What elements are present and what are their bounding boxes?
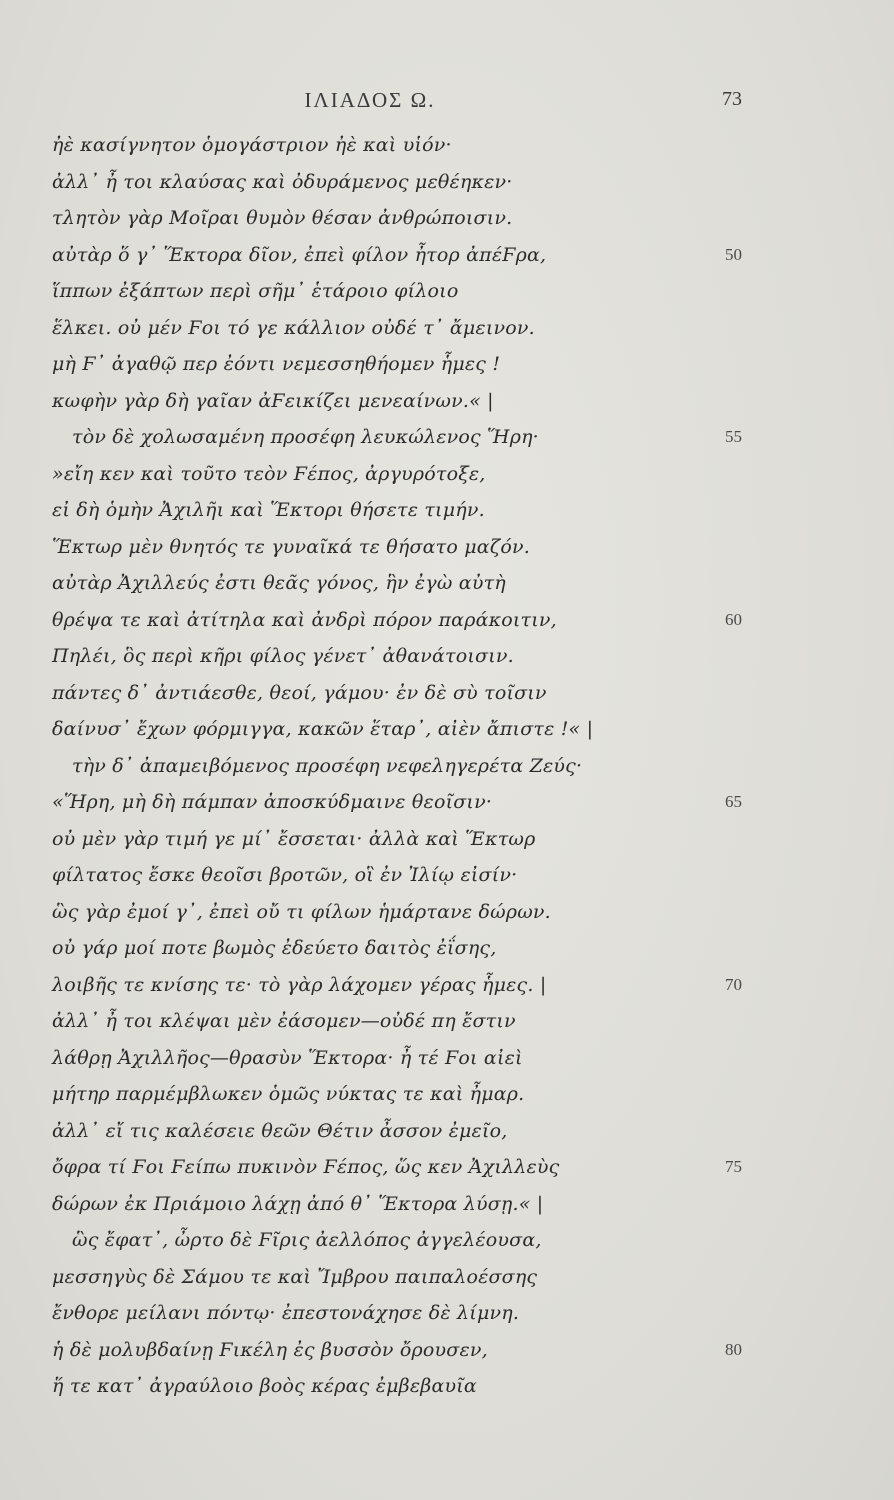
verse-text: λάθρῃ Ἀχιλλῆος—θρασὺν Ἕκτορα· ἦ τέ Ϝοι αἰεὶ bbox=[52, 1046, 523, 1069]
line-number: 65 bbox=[725, 792, 742, 811]
line-number: 55 bbox=[725, 427, 742, 446]
verse-text: μὴ Ϝ᾽ ἀγαθῷ περ ἐόντι νεμεσσηθήομεν ἧμες ! bbox=[52, 353, 501, 375]
verse-line bbox=[0, 711, 894, 748]
verse-line bbox=[0, 565, 894, 602]
verse-line bbox=[0, 200, 894, 237]
verse-line bbox=[0, 748, 894, 785]
verse-line bbox=[0, 1076, 894, 1113]
verse-text: πάντες δ᾽ ἀντιάεσθε, θεοί, γάμου· ἐν δὲ σὺ τοῖσιν bbox=[52, 681, 547, 704]
verse-text: τὴν δ᾽ ἀπαμειβόμενος προσέφη νεφεληγερέτα Ζεύς· bbox=[72, 754, 583, 777]
verse-text: οὐ γάρ μοί ποτε βωμὸς ἐδεύετο δαιτὸς ἐΐσης, bbox=[52, 937, 497, 959]
verse-line bbox=[0, 1259, 894, 1296]
line-number: 60 bbox=[725, 609, 742, 629]
verse-text: εἰ δὴ ὁμὴν Ἀχιλῆι καὶ Ἕκτορι θήσετε τιμήν. bbox=[52, 499, 485, 521]
verse-text: ἀλλ᾽ εἴ τις καλέσειε θεῶν Θέτιν ἆσσον ἐμεῖο, bbox=[52, 1119, 508, 1142]
verse-text: Ἕκτωρ μὲν θνητός τε γυναῖκά τε θήσατο μαζόν. bbox=[52, 535, 530, 558]
line-number: 50 bbox=[725, 244, 742, 264]
verse-text: ἠὲ κασίγνητον ὁμογάστριον ἠὲ καὶ υἱόν· bbox=[52, 134, 452, 156]
verse-line bbox=[0, 1368, 894, 1405]
verse-text: δαίνυσ᾽ ἔχων φόρμιγγα, κακῶν ἕταρ᾽, αἰὲν ἄπιστε !« | bbox=[52, 718, 594, 740]
line-number: 70 bbox=[725, 974, 742, 994]
verse-line bbox=[0, 1040, 894, 1077]
verse-line bbox=[0, 456, 894, 493]
line-number: 75 bbox=[725, 1157, 742, 1176]
verse-line bbox=[0, 1295, 894, 1332]
verse-text: αὐτὰρ ὅ γ᾽ Ἕκτορα δῖον, ἐπεὶ φίλον ἦτορ ἀπέϜρα, bbox=[52, 243, 547, 266]
verse-text: αὐτὰρ Ἀχιλλεύς ἐστι θεᾶς γόνος, ἣν ἐγὼ αὐτὴ bbox=[52, 572, 506, 594]
verse-line bbox=[0, 1149, 894, 1186]
verse-line bbox=[0, 894, 894, 931]
verse-line bbox=[0, 675, 894, 712]
verse-text: φίλτατος ἔσκε θεοῖσι βροτῶν, οἳ ἐν Ἰλίῳ εἰσίν· bbox=[52, 864, 518, 886]
verse-line bbox=[0, 237, 894, 274]
verse-text: κωφὴν γὰρ δὴ γαῖαν ἀϜεικίζει μενεαίνων.« | bbox=[52, 389, 494, 412]
verse-line bbox=[0, 1113, 894, 1150]
verse-text: τὸν δὲ χολωσαμένη προσέφη λευκώλενος Ἥρη· bbox=[72, 426, 539, 448]
verse-line bbox=[0, 419, 894, 456]
verse-text: θρέψα τε καὶ ἀτίτηλα καὶ ἀνδρὶ πόρον παράκοιτιν, bbox=[52, 608, 557, 631]
verse-text: ἕλκει. οὐ μέν Ϝοι τό γε κάλλιον οὐδέ τ᾽ ἄμεινον. bbox=[52, 316, 535, 339]
verse-line bbox=[0, 273, 894, 310]
verse-line bbox=[0, 1186, 894, 1223]
verse-line bbox=[0, 638, 894, 675]
verse-text: δώρων ἐκ Πριάμοιο λάχῃ ἀπό θ᾽ Ἕκτορα λύσῃ.« | bbox=[52, 1192, 544, 1215]
running-title: ΙΛΙΑΔΟΣ Ω. bbox=[304, 88, 436, 112]
verse-text: ὣς ἔφατ᾽, ὦρτο δὲ Ϝῖρις ἀελλόπος ἀγγελέουσα, bbox=[72, 1229, 542, 1251]
verse-line bbox=[0, 602, 894, 639]
verse-text: τλητὸν γὰρ Μοῖραι θυμὸν θέσαν ἀνθρώποισιν. bbox=[52, 207, 513, 229]
verse-line bbox=[0, 492, 894, 529]
verse-text: λοιβῆς τε κνίσης τε· τὸ γὰρ λάχομεν γέρας ἧμες. | bbox=[52, 973, 547, 996]
verse-text: ἵππων ἐξάπτων περὶ σῆμ᾽ ἑτάροιο φίλοιο bbox=[52, 280, 459, 302]
verse-line bbox=[0, 1003, 894, 1040]
verse-text: μεσσηγὺς δὲ Σάμου τε καὶ Ἴμβρου παιπαλοέσσης bbox=[52, 1265, 538, 1288]
verse-text: ὄφρα τί Ϝοι Ϝείπω πυκινὸν Ϝέπος, ὥς κεν Ἀχιλλεὺς bbox=[52, 1156, 560, 1178]
verse-line bbox=[0, 383, 894, 420]
verse-line bbox=[0, 967, 894, 1004]
verse-line bbox=[0, 1332, 894, 1369]
verse-text: μήτηρ παρμέμβλωκεν ὁμῶς νύκτας τε καὶ ἦμαρ. bbox=[52, 1083, 525, 1105]
verse-line bbox=[0, 127, 894, 164]
verse-text: ἥ τε κατ᾽ ἀγραύλοιο βοὸς κέρας ἐμβεβαυῖα bbox=[52, 1375, 477, 1397]
verse-line bbox=[0, 930, 894, 967]
verse-text: οὐ μὲν γὰρ τιμή γε μί᾽ ἔσσεται· ἀλλὰ καὶ Ἕκτωρ bbox=[52, 827, 536, 850]
verse-text: ὣς γὰρ ἐμοί γ᾽, ἐπεὶ οὔ τι φίλων ἡμάρτανε δώρων. bbox=[52, 900, 551, 923]
verse-line bbox=[0, 529, 894, 566]
verse-text: Πηλέι, ὃς περὶ κῆρι φίλος γένετ᾽ ἀθανάτοισιν. bbox=[52, 645, 514, 667]
verse-text: »εἴη κεν καὶ τοῦτο τεὸν Ϝέπος, ἀργυρότοξε, bbox=[52, 462, 486, 485]
page-number: 73 bbox=[722, 88, 742, 110]
verse-line bbox=[0, 784, 894, 821]
verse-text: ἀλλ᾽ ἦ τοι κλαύσας καὶ ὀδυράμενος μεθέηκεν· bbox=[52, 170, 513, 193]
verse-line bbox=[0, 857, 894, 894]
verse-line bbox=[0, 1222, 894, 1259]
verse-text: ἀλλ᾽ ἦ τοι κλέψαι μὲν ἐάσομεν—οὐδέ πη ἔστιν bbox=[52, 1010, 516, 1032]
line-number: 80 bbox=[725, 1339, 742, 1359]
verse-block bbox=[0, 127, 894, 1405]
verse-line bbox=[0, 346, 894, 383]
verse-line bbox=[0, 310, 894, 347]
verse-text: ἔνθορε μείλανι πόντῳ· ἐπεστονάχησε δὲ λίμνη. bbox=[52, 1302, 520, 1324]
verse-text: ἡ δὲ μολυβδαίνῃ Ϝικέλη ἐς βυσσὸν ὄρουσεν, bbox=[52, 1338, 488, 1361]
verse-line bbox=[0, 821, 894, 858]
verse-text: «Ἥρη, μὴ δὴ πάμπαν ἀποσκύδμαινε θεοῖσιν· bbox=[52, 791, 493, 813]
verse-line bbox=[0, 164, 894, 201]
